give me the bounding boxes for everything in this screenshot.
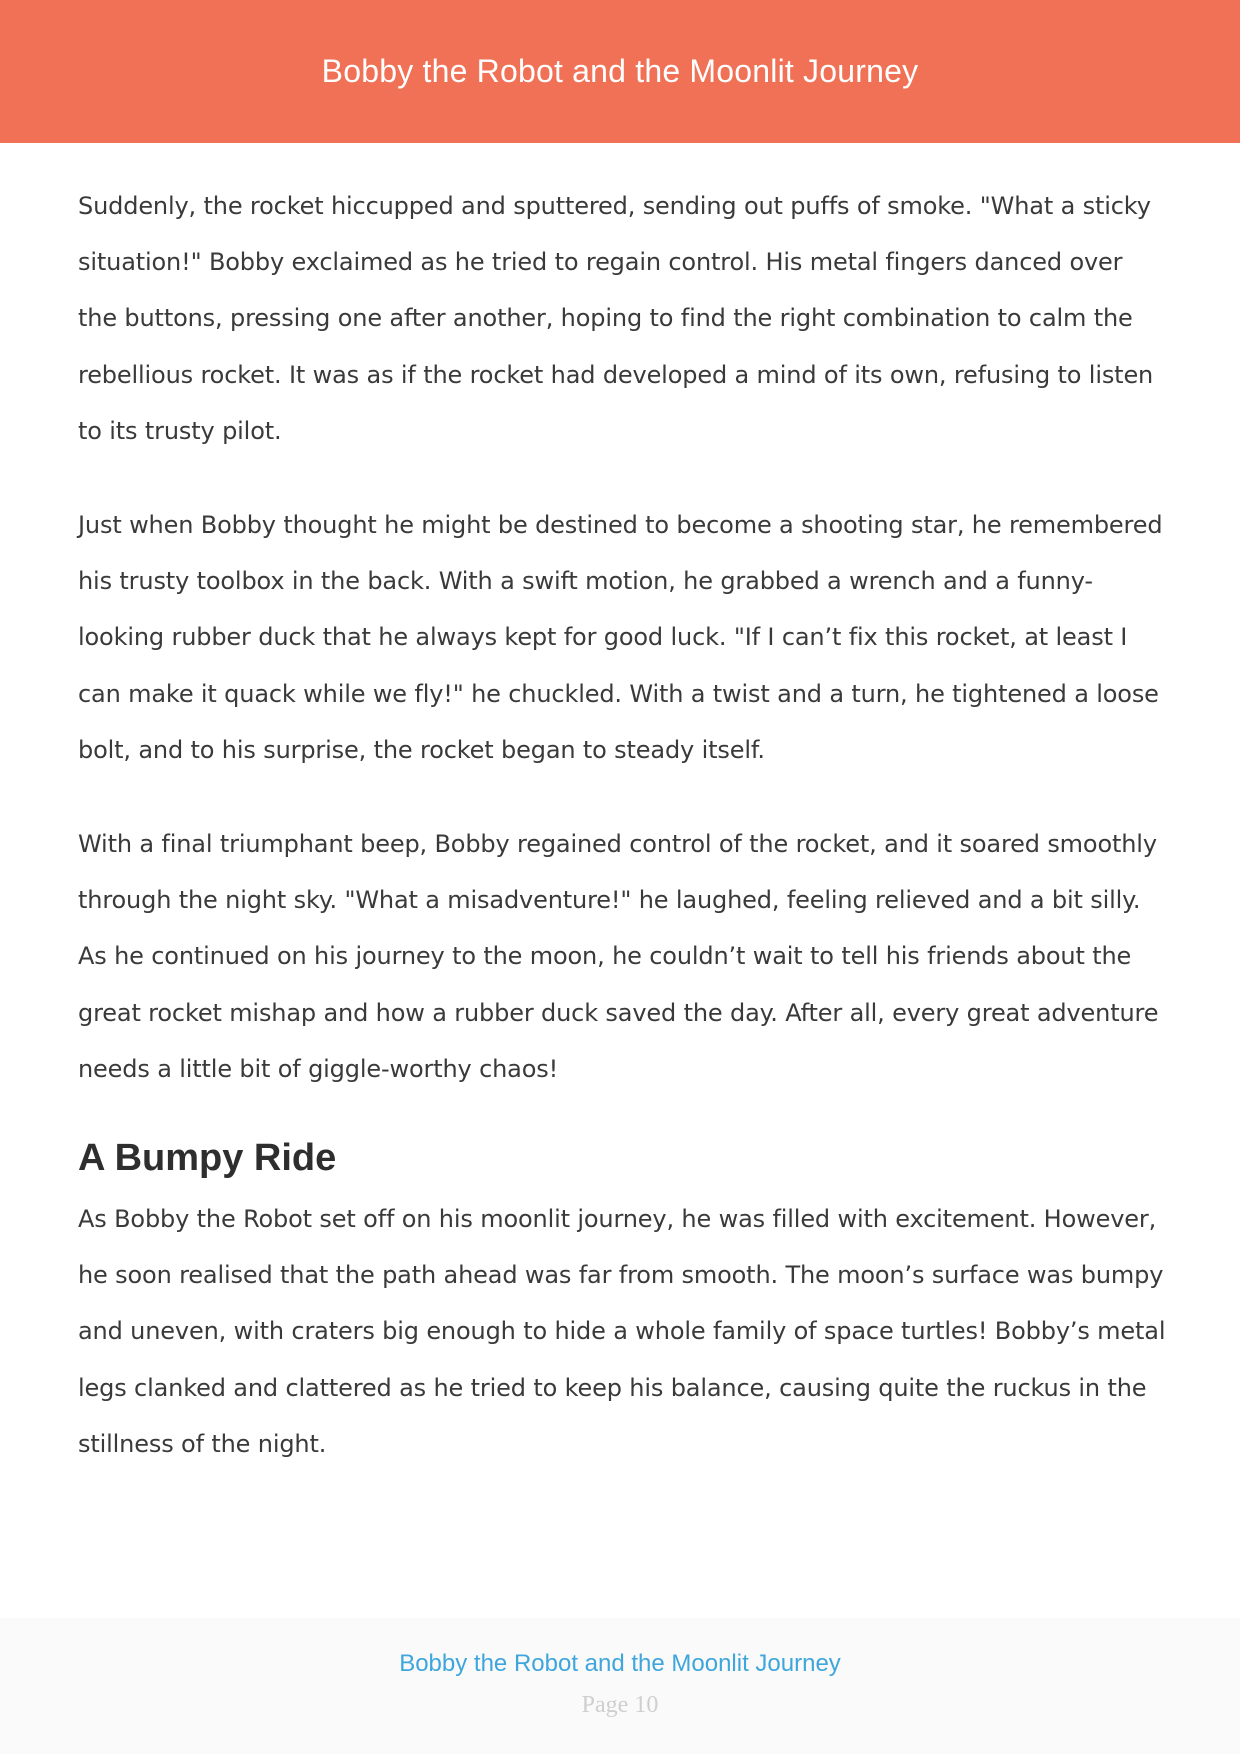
section-paragraph: As Bobby the Robot set off on his moonlit journey, he was filled with excitement. However, he soon realised that the path ahead was far from smooth. The moon’s surface was bumpy and uneven, with craters big enough to hide a whole family of space turtles! Bobby’s metal legs clanked and clattered as he tried to keep his balance, causing quite the ruckus in the stillness of the night. <box>78 1205 1166 1458</box>
header-title: Bobby the Robot and the Moonlit Journey <box>321 53 919 89</box>
page-number: Page 10 <box>581 1692 659 1718</box>
section-heading: A Bumpy Ride <box>78 1137 337 1180</box>
paragraph-1: Suddenly, the rocket hiccupped and sputtered, sending out puffs of smoke. "What a sticky situation!" Bobby exclaimed as he tried to regain control. His metal fingers danced over the buttons, pressing one after another, hoping to find the right combination to calm the rebellious rocket. It was as if the rocket had developed a mind of its own, refusing to listen to its trusty pilot. <box>78 192 1154 445</box>
paragraph-2: Just when Bobby thought he might be destined to become a shooting star, he remembered his trusty toolbox in the back. With a swift motion, he grabbed a wrench and a funny-looking rubber duck that he always kept for good luck. "If I can’t fix this rocket, at least I can make it quack while we fly!" he chuckled. With a twist and a turn, he tightened a loose bolt, and to his surprise, the rocket began to steady itself. <box>78 511 1163 764</box>
footer-title: Bobby the Robot and the Moonlit Journey <box>399 1650 841 1677</box>
paragraph-3: With a final triumphant beep, Bobby regained control of the rocket, and it soared smoothly through the night sky. "What a misadventure!" he laughed, feeling relieved and a bit silly. As he continued on his journey to the moon, he couldn’t wait to tell his friends about the great rocket mishap and how a rubber duck saved the day. After all, every great adventure needs a little bit of giggle-worthy chaos! <box>78 830 1159 1083</box>
page-header <box>0 0 1240 143</box>
page-footer <box>0 1618 1240 1754</box>
page-content <box>78 178 1168 1472</box>
